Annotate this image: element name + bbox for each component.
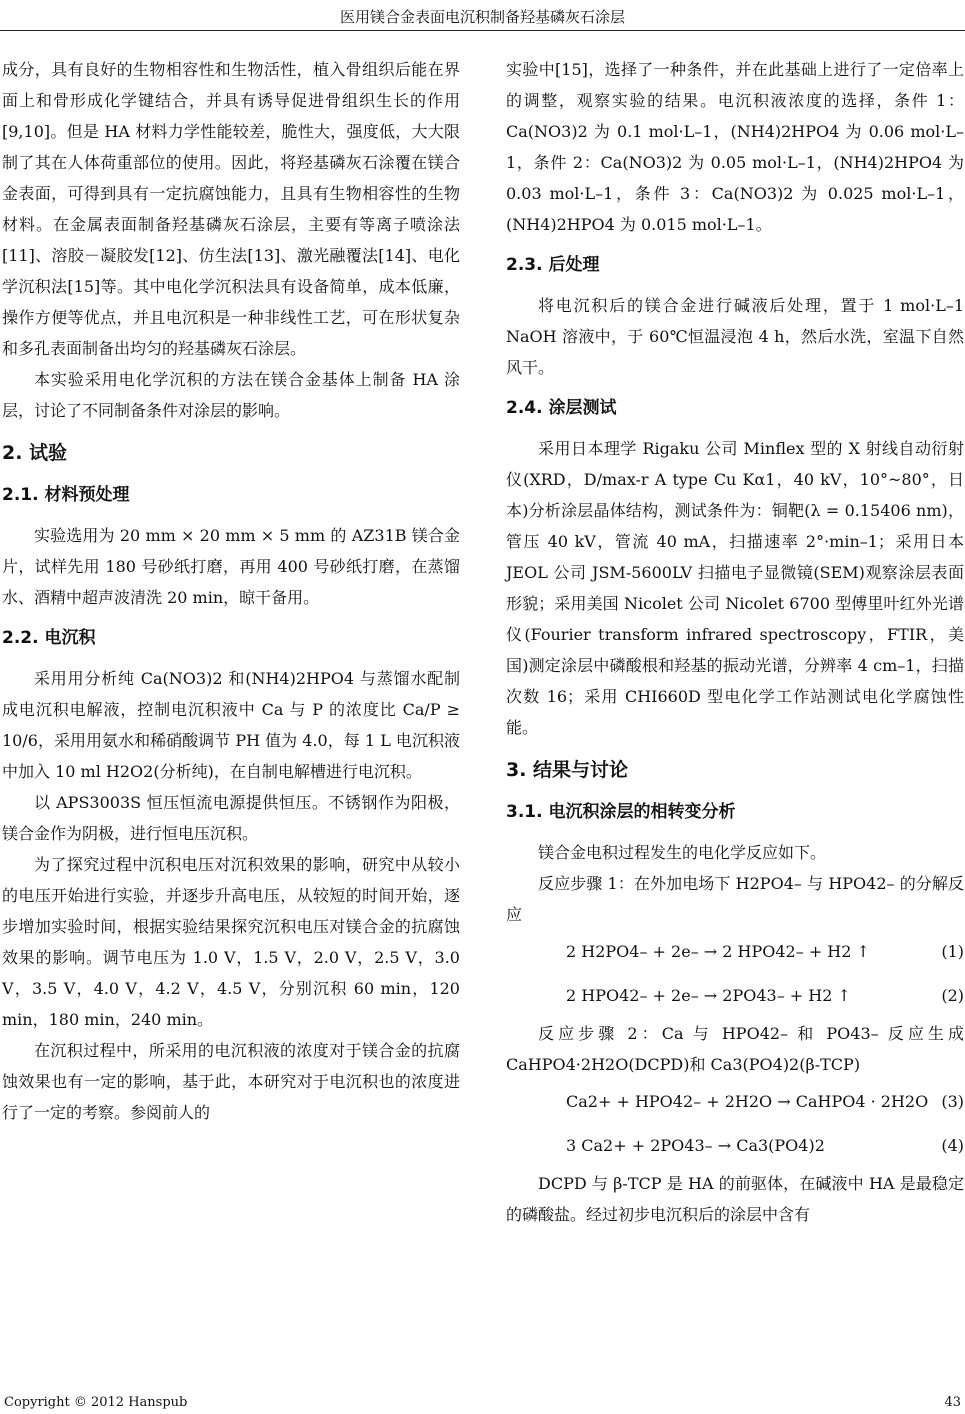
subsection-heading: 2.1. 材料预处理 — [2, 485, 130, 505]
equation-body: 2 HPO42– + 2e– → 2PO43– + H2 ↑ — [566, 986, 851, 1005]
equation-1 — [506, 930, 964, 974]
section-heading: 2. 试验 — [2, 442, 68, 464]
equation-body: Ca2+ + HPO42– + 2H2O → CaHPO4 · 2H2O — [566, 1092, 929, 1111]
paragraph: 为了探究过程中沉积电压对沉积效果的影响，研究中从较小的电压开始进行实验，并逐步升高电压，从较短的时间开始，逐步增加实验时间，根据实验结果探究沉积电压对镁合金的抗腐蚀效果的影响。调节电压为 1.0 V，1.5 V，2.0 V，2.5 V，3.0 V，3.5 V，4.0 V，4.2 V，4.5 V，分别沉积 60 min，120 min，180 min，240 min。 — [2, 855, 460, 1029]
paragraph: 反应步骤 1：在外加电场下 H2PO4– 与 HPO42– 的分解反应 — [506, 874, 964, 924]
header-rule — [0, 30, 965, 31]
left-column — [2, 54, 460, 1128]
paragraph: 在沉积过程中，所采用的电沉积液的浓度对于镁合金的抗腐蚀效果也有一定的影响，基于此，本研究对于电沉积也的浓度进行了一定的考察。参阅前人的 — [2, 1041, 460, 1122]
equation-number: (3) — [941, 1092, 964, 1111]
footer-copyright: Copyright © 2012 Hanspub — [4, 1395, 188, 1410]
equation-body: 2 H2PO4– + 2e– → 2 HPO42– + H2 ↑ — [566, 942, 870, 961]
equation-2 — [506, 974, 964, 1018]
subsection-heading: 3.1. 电沉积涂层的相转变分析 — [506, 802, 736, 822]
paragraph: 本实验采用电化学沉积的方法在镁合金基体上制备 HA 涂层，讨论了不同制备条件对涂层的影响。 — [2, 370, 460, 420]
paragraph: 采用日本理学 Rigaku 公司 Minflex 型的 X 射线自动衍射仪(XRD，D/max-r A type Cu Kα1，40 kV，10°~80°，日本)分析涂层晶体结构，测试条件为：铜靶(λ = 0.15406 nm)，管压 40 kV，管流 40 mA，扫描速率 2°·min–1；采用日本 JEOL 公司 JSM-5600LV 扫描电子显微镜(SEM)观察涂层表面形貌；采用美国 Nicolet 公司 Nicolet 6700 型傅里叶红外光谱仪(Fourier transform infrared spectroscopy，FTIR，美国)测定涂层中磷酸根和羟基的振动光谱，分辨率 4 cm–1，扫描次数 16；采用 CHI660D 型电化学工作站测试电化学腐蚀性能。 — [506, 439, 964, 737]
equation-number: (2) — [941, 986, 964, 1005]
equation-body: 3 Ca2+ + 2PO43– → Ca3(PO4)2 — [566, 1136, 825, 1155]
equation-3 — [506, 1080, 964, 1124]
page-number: 43 — [944, 1395, 961, 1410]
paragraph: 采用用分析纯 Ca(NO3)2 和(NH4)2HPO4 与蒸馏水配制成电沉积电解液，控制电沉积液中 Ca 与 P 的浓度比 Ca/P ≥ 10/6，采用用氨水和稀硝酸调节 PH 值为 4.0，每 1 L 电沉积液中加入 10 ml H2O2(分析纯)，在自制电解槽进行电沉积。 — [2, 669, 460, 781]
paragraph: 实验中[15]，选择了一种条件，并在此基础上进行了一定倍率上的调整，观察实验的结果。电沉积液浓度的选择，条件 1：Ca(NO3)2 为 0.1 mol·L–1，(NH4)2HPO4 为 0.06 mol·L–1，条件 2：Ca(NO3)2 为 0.05 mol·L–1，(NH4)2HPO4 为 0.03 mol·L–1，条件 3：Ca(NO3)2 为 0.025 mol·L–1，(NH4)2HPO4 为 0.015 mol·L–1。 — [506, 60, 964, 234]
paragraph: DCPD 与 β-TCP 是 HA 的前驱体，在碱液中 HA 是最稳定的磷酸盐。经过初步电沉积后的涂层中含有 — [506, 1174, 964, 1224]
running-header: 医用镁合金表面电沉积制备羟基磷灰石涂层 — [339, 8, 625, 26]
paragraph: 将电沉积后的镁合金进行碱液后处理，置于 1 mol·L–1 NaOH 溶液中，于 60℃恒温浸泡 4 h，然后水洗，室温下自然风干。 — [506, 296, 964, 377]
paragraph: 反应步骤 2：Ca 与 HPO42– 和 PO43– 反应生成 CaHPO4·2H2O(DCPD)和 Ca3(PO4)2(β-TCP) — [506, 1024, 964, 1074]
paragraph: 实验选用为 20 mm × 20 mm × 5 mm 的 AZ31B 镁合金片，试样先用 180 号砂纸打磨，再用 400 号砂纸打磨，在蒸馏水、酒精中超声波清洗 20 min，晾干备用。 — [2, 526, 460, 607]
paragraph: 成分，具有良好的生物相容性和生物活性，植入骨组织后能在界面上和骨形成化学键结合，并具有诱导促进骨组织生长的作用[9,10]。但是 HA 材料力学性能较差，脆性大，强度低，大大限制了其在人体荷重部位的使用。因此，将羟基磷灰石涂覆在镁合金表面，可得到具有一定抗腐蚀能力，且具有生物相容性的生物材料。在金属表面制备羟基磷灰石涂层，主要有等离子喷涂法[11]、溶胶－凝胶发[12]、仿生法[13]、激光融覆法[14]、电化学沉积法[15]等。其中电化学沉积法具有设备简单，成本低廉，操作方便等优点，并且电沉积是一种非线性工艺，可在形状复杂和多孔表面制备出均匀的羟基磷灰石涂层。 — [2, 60, 460, 358]
equation-number: (4) — [941, 1136, 964, 1155]
equation-4 — [506, 1124, 964, 1168]
right-column — [506, 54, 964, 1230]
subsection-heading: 2.2. 电沉积 — [2, 628, 96, 648]
subsection-heading: 2.3. 后处理 — [506, 255, 600, 275]
section-heading: 3. 结果与讨论 — [506, 759, 629, 781]
paragraph: 以 APS3003S 恒压恒流电源提供恒压。不锈钢作为阳极，镁合金作为阴极，进行恒电压沉积。 — [2, 793, 460, 843]
paragraph: 镁合金电积过程发生的电化学反应如下。 — [538, 843, 827, 862]
equation-number: (1) — [941, 942, 964, 961]
subsection-heading: 2.4. 涂层测试 — [506, 398, 617, 418]
